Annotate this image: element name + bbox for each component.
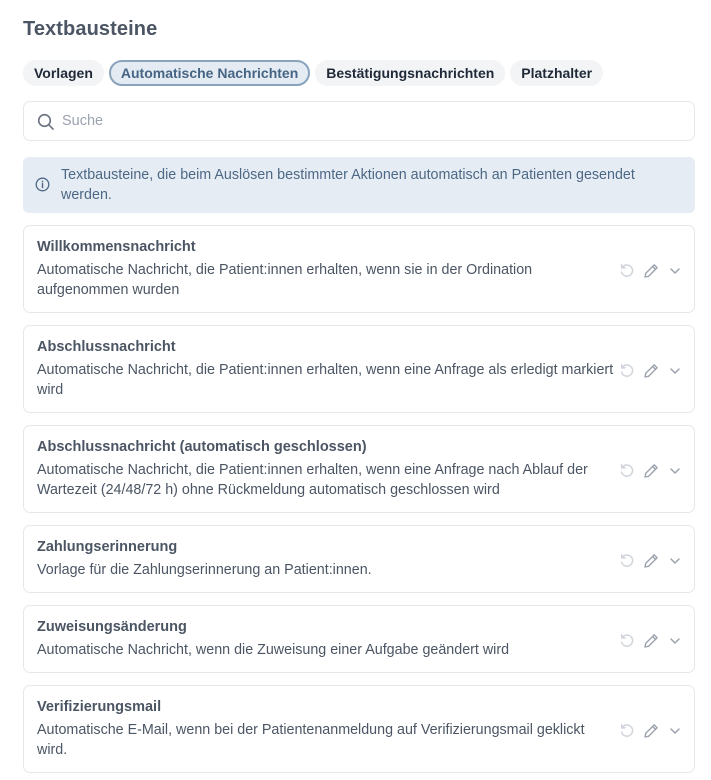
template-description: Vorlage für die Zahlungserinnerung an Patient:innen. [37,562,372,578]
template-title: Zuweisungsänderung [37,619,187,635]
template-description: Automatische E-Mail, wenn bei der Patientenanmeldung auf Verifizierungsmail geklickt wird. [37,722,585,758]
chevron-down-icon[interactable] [667,463,683,479]
tab-bar [23,60,603,86]
chevron-down-icon[interactable] [667,263,683,279]
search-icon [37,113,55,131]
edit-icon[interactable] [643,263,659,279]
template-card[interactable] [23,425,695,513]
template-description: Automatische Nachricht, wenn die Zuweisung einer Aufgabe geändert wird [37,642,510,658]
template-description: Automatische Nachricht, die Patient:innen erhalten, wenn sie in der Ordination aufgenommen wurden [37,262,533,298]
reset-icon[interactable] [619,463,635,479]
tab-vorlagen[interactable]: Vorlagen [23,60,104,86]
chevron-down-icon[interactable] [667,633,683,649]
template-actions [619,633,683,649]
edit-icon[interactable] [643,723,659,739]
template-card[interactable] [23,225,695,313]
search-input[interactable] [62,113,662,129]
template-card[interactable] [23,325,695,413]
page-title: Textbausteine [23,18,158,40]
template-description: Automatische Nachricht, die Patient:innen erhalten, wenn eine Anfrage als erledigt markiert wird [37,362,614,398]
template-card[interactable] [23,685,695,773]
reset-icon[interactable] [619,263,635,279]
template-actions [619,463,683,479]
edit-icon[interactable] [643,363,659,379]
chevron-down-icon[interactable] [667,363,683,379]
edit-icon[interactable] [643,463,659,479]
template-card[interactable] [23,525,695,593]
template-card[interactable] [23,605,695,673]
template-title: Zahlungserinnerung [37,539,178,555]
reset-icon[interactable] [619,633,635,649]
reset-icon[interactable] [619,553,635,569]
template-actions [619,363,683,379]
edit-icon[interactable] [643,553,659,569]
search-box [23,101,695,141]
tab-automatische-nachrichten[interactable]: Automatische Nachrichten [109,60,310,86]
template-description: Automatische Nachricht, die Patient:innen erhalten, wenn eine Anfrage nach Ablauf der Wartezeit (24/48/72 h) ohne Rückmeldung automatisch geschlossen wird [37,462,588,498]
chevron-down-icon[interactable] [667,553,683,569]
tab-platzhalter[interactable]: Platzhalter [510,60,603,86]
reset-icon[interactable] [619,363,635,379]
template-title: Abschlussnachricht [37,339,176,355]
template-title: Abschlussnachricht (automatisch geschlossen) [37,439,367,455]
info-text: Textbausteine, die beim Auslösen bestimmter Aktionen automatisch an Patienten gesendet werden. [61,167,635,203]
reset-icon[interactable] [619,723,635,739]
template-actions [619,723,683,739]
template-actions [619,263,683,279]
template-title: Verifizierungsmail [37,699,162,715]
template-actions [619,553,683,569]
template-title: Willkommensnachricht [37,239,196,255]
info-icon [35,177,50,192]
info-banner [23,157,695,213]
edit-icon[interactable] [643,633,659,649]
chevron-down-icon[interactable] [667,723,683,739]
tab-bestaetigungsnachrichten[interactable]: Bestätigungsnachrichten [315,60,505,86]
